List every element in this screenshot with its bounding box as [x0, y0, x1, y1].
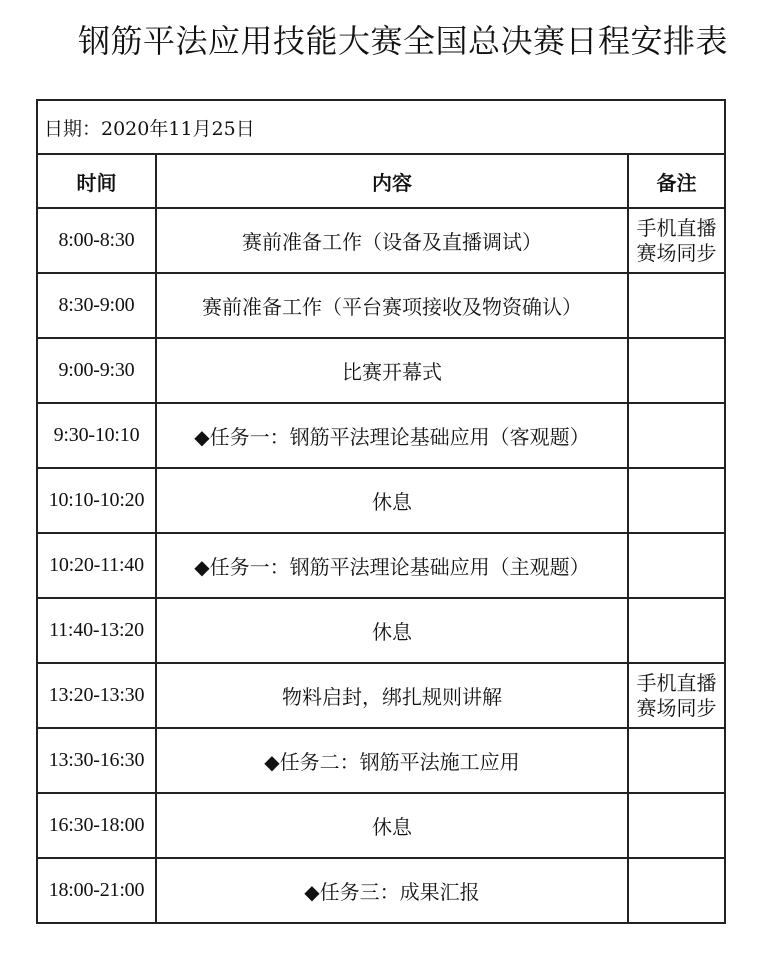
time-cell: 8:30-9:00: [37, 273, 156, 338]
date-cell: [37, 100, 725, 154]
date-label: 日期：2020年11月25日: [44, 117, 255, 140]
content-cell: 休息: [156, 468, 628, 533]
time-cell: 9:30-10:10: [37, 403, 156, 468]
table-row: [37, 598, 725, 663]
content-cell: ◆任务三：成果汇报: [156, 858, 628, 923]
header-time: 时间: [37, 154, 156, 208]
time-cell: 16:30-18:00: [37, 793, 156, 858]
table-row: [37, 728, 725, 793]
content-cell: 赛前准备工作（设备及直播调试）: [156, 208, 628, 273]
table-row: [37, 403, 725, 468]
header-note: 备注: [628, 154, 725, 208]
header-content: 内容: [156, 154, 628, 208]
date-row: [37, 100, 725, 154]
note-cell: 手机直播赛场同步: [628, 663, 725, 728]
time-cell: 13:20-13:30: [37, 663, 156, 728]
content-cell: 物料启封，绑扎规则讲解: [156, 663, 628, 728]
content-cell: 休息: [156, 793, 628, 858]
note-cell: [628, 338, 725, 403]
note-cell: [628, 533, 725, 598]
header-row: [37, 154, 725, 208]
content-cell: ◆任务一：钢筋平法理论基础应用（客观题）: [156, 403, 628, 468]
table-row: [37, 533, 725, 598]
content-cell: ◆任务一：钢筋平法理论基础应用（主观题）: [156, 533, 628, 598]
note-cell: [628, 858, 725, 923]
content-cell: 休息: [156, 598, 628, 663]
time-cell: 8:00-8:30: [37, 208, 156, 273]
schedule-table: [36, 99, 726, 924]
note-cell: [628, 273, 725, 338]
time-cell: 11:40-13:20: [37, 598, 156, 663]
time-cell: 18:00-21:00: [37, 858, 156, 923]
content-cell: 比赛开幕式: [156, 338, 628, 403]
page-title: 钢筋平法应用技能大赛全国总决赛日程安排表: [78, 22, 729, 60]
time-cell: 9:00-9:30: [37, 338, 156, 403]
table-row: [37, 663, 725, 728]
time-cell: 13:30-16:30: [37, 728, 156, 793]
time-cell: 10:10-10:20: [37, 468, 156, 533]
note-cell: [628, 793, 725, 858]
note-cell: [628, 728, 725, 793]
time-cell: 10:20-11:40: [37, 533, 156, 598]
note-cell: [628, 468, 725, 533]
content-cell: ◆任务二：钢筋平法施工应用: [156, 728, 628, 793]
table-row: [37, 468, 725, 533]
content-cell: 赛前准备工作（平台赛项接收及物资确认）: [156, 273, 628, 338]
table-row: [37, 208, 725, 273]
table-row: [37, 858, 725, 923]
note-cell: [628, 598, 725, 663]
table-row: [37, 273, 725, 338]
note-cell: 手机直播赛场同步: [628, 208, 725, 273]
table-row: [37, 793, 725, 858]
table-row: [37, 338, 725, 403]
note-cell: [628, 403, 725, 468]
